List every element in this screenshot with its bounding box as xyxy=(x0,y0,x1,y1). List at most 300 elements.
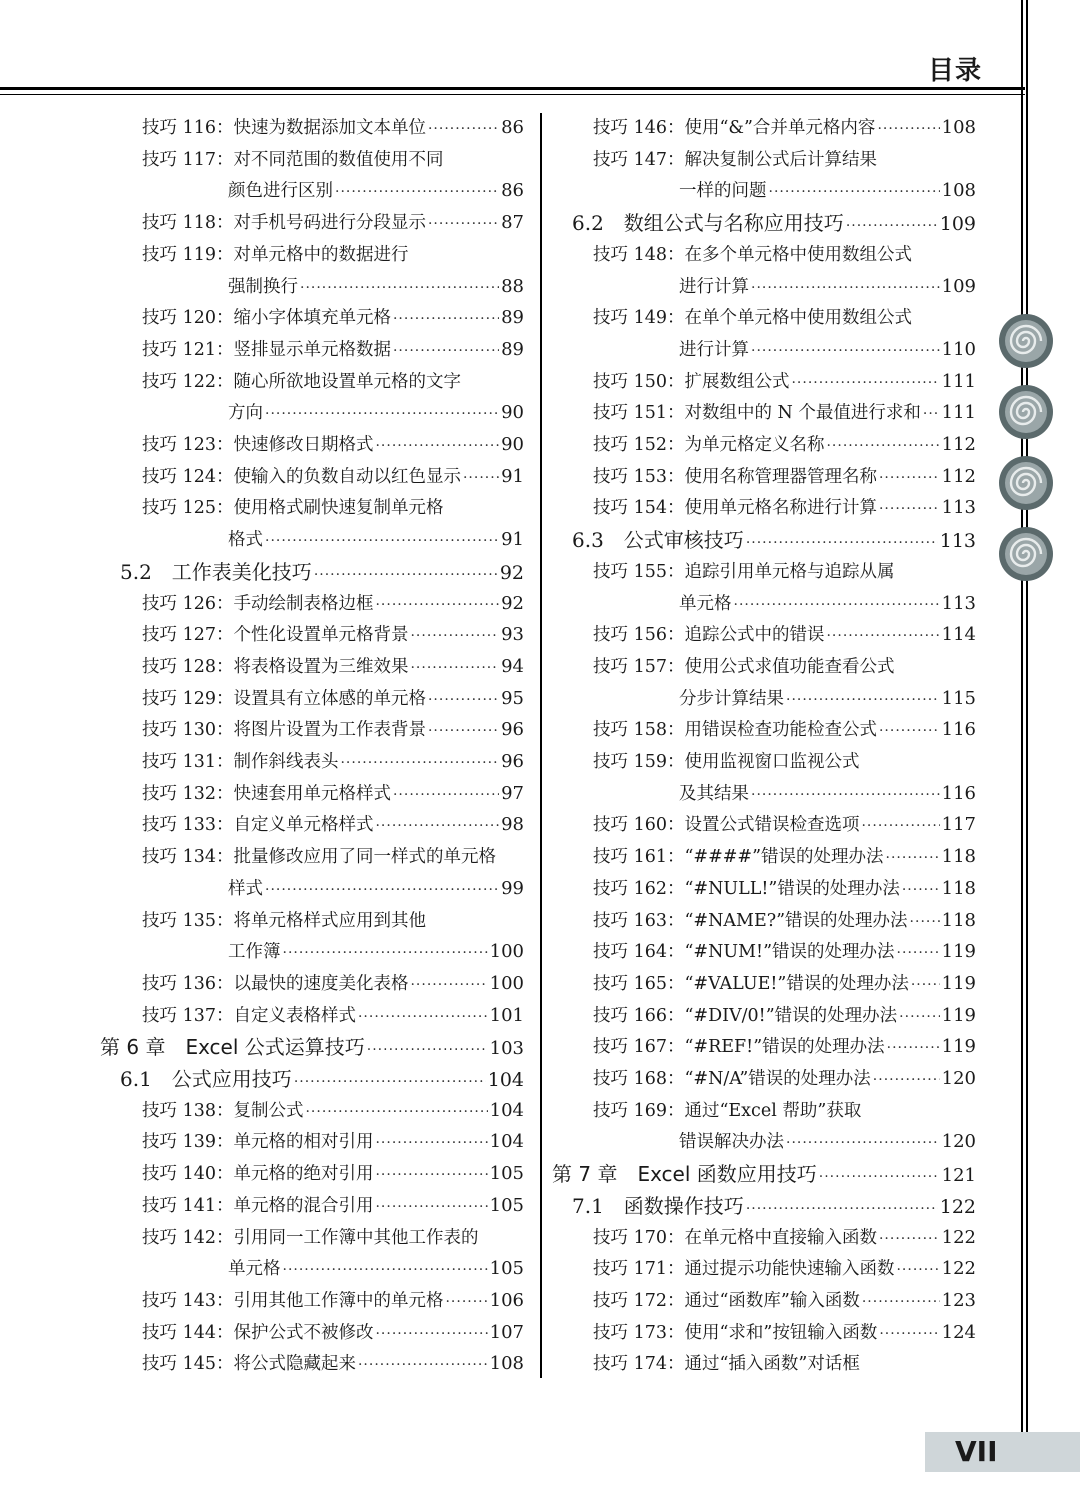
toc-entry[interactable] xyxy=(142,715,524,745)
toc-entry-title: 技巧 166：“#DIV/0!”错误的处理办法 xyxy=(593,1005,898,1026)
toc-entry-page: 97 xyxy=(501,782,524,804)
toc-entry-page: 92 xyxy=(499,561,524,584)
toc-entry-title: 技巧 122：随心所欲地设置单元格的文字 xyxy=(142,371,461,392)
toc-entry-page: 122 xyxy=(941,1258,976,1280)
toc-entry[interactable] xyxy=(679,589,976,619)
toc-entry-title: 强制换行 xyxy=(228,276,298,297)
toc-entry-page: 104 xyxy=(489,1099,524,1121)
toc-entry[interactable] xyxy=(142,240,408,270)
toc-entry-page: 122 xyxy=(939,1195,976,1218)
toc-entry-page: 90 xyxy=(501,434,524,455)
toc-entry-page: 111 xyxy=(941,370,976,392)
toc-entry-page: 87 xyxy=(501,212,524,234)
toc-entry-title: 技巧 126：手动绘制表格边框 xyxy=(142,593,374,614)
dot-leader xyxy=(410,970,487,1000)
toc-entry-page: 88 xyxy=(501,275,524,297)
toc-entry[interactable] xyxy=(593,747,859,777)
toc-entry[interactable] xyxy=(572,208,976,238)
toc-entry[interactable] xyxy=(593,1349,860,1379)
dot-leader xyxy=(283,1255,488,1285)
toc-entry[interactable] xyxy=(142,1286,524,1316)
toc-entry[interactable] xyxy=(142,810,524,840)
dot-leader xyxy=(358,1350,488,1380)
toc-entry[interactable] xyxy=(572,1191,976,1221)
toc-entry-title: 技巧 118：对手机号码进行分段显示 xyxy=(142,213,426,234)
toc-entry-page: 90 xyxy=(501,402,524,424)
toc-entry-title: 技巧 160：设置公式错误检查选项 xyxy=(593,815,860,836)
spiral-ornament-icon xyxy=(998,313,1054,369)
toc-entry-title: 技巧 149：在单个单元格中使用数组公式 xyxy=(593,308,912,329)
toc-entry-page: 118 xyxy=(941,846,976,868)
toc-entry-title: 技巧 159：使用监视窗口监视公式 xyxy=(593,752,860,772)
toc-entry-title: 工作簿 xyxy=(228,942,281,963)
toc-entry[interactable] xyxy=(593,1096,861,1126)
toc-entry[interactable] xyxy=(228,398,524,428)
toc-entry[interactable] xyxy=(593,874,976,904)
toc-entry[interactable] xyxy=(100,1032,524,1062)
toc-entry-title: 技巧 124：使输入的负数自动以红色显示 xyxy=(142,466,461,487)
dot-leader xyxy=(358,1002,488,1032)
toc-entry-title: 技巧 120：缩小字体填充单元格 xyxy=(142,308,391,329)
toc-entry-title: 技巧 117：对不同范围的数值使用不同 xyxy=(142,149,444,170)
dot-leader xyxy=(886,843,940,873)
toc-entry-page: 101 xyxy=(489,1004,524,1026)
toc-entry-title: 技巧 167：“#REF!”错误的处理办法 xyxy=(593,1037,885,1058)
toc-entry-title: 技巧 119：对单元格中的数据进行 xyxy=(142,244,409,265)
toc-entry[interactable] xyxy=(593,969,976,999)
toc-entry[interactable] xyxy=(593,430,976,460)
toc-entry-title: 技巧 163：“#NAME?”错误的处理办法 xyxy=(593,910,908,931)
toc-entry[interactable] xyxy=(142,1001,524,1031)
toc-entry-title: 方向 xyxy=(228,403,263,424)
dot-leader xyxy=(862,1287,940,1317)
toc-entry-page: 96 xyxy=(501,719,524,741)
dot-leader xyxy=(879,716,940,746)
dot-leader xyxy=(428,209,499,239)
dot-leader xyxy=(786,685,940,715)
toc-entry-title: 技巧 161：“####”错误的处理办法 xyxy=(593,847,884,868)
toc-entry-title: 技巧 153：使用名称管理器管理名称 xyxy=(593,466,877,487)
dot-leader xyxy=(879,1224,940,1254)
spiral-ornament-icon xyxy=(998,455,1054,511)
dot-leader xyxy=(375,1192,487,1222)
toc-entry-title: 技巧 165：“#VALUE!”错误的处理办法 xyxy=(593,973,909,994)
toc-entry-title: 技巧 131：制作斜线表头 xyxy=(142,752,339,772)
toc-entry-title: 第 7 章 Excel 函数应用技巧 xyxy=(552,1162,817,1187)
toc-entry-page: 94 xyxy=(501,655,524,677)
dot-leader xyxy=(746,528,938,558)
toc-entry-page: 104 xyxy=(489,1131,524,1153)
dot-leader xyxy=(375,811,499,841)
dot-leader xyxy=(896,1255,939,1285)
dot-leader xyxy=(746,1194,938,1224)
dot-leader xyxy=(879,463,940,493)
toc-entry-title: 技巧 145：将公式隐藏起来 xyxy=(142,1354,356,1375)
toc-entry[interactable] xyxy=(142,684,524,714)
toc-entry[interactable] xyxy=(228,525,524,555)
toc-entry-page: 112 xyxy=(941,465,976,487)
dot-leader xyxy=(734,590,940,620)
toc-entry[interactable] xyxy=(142,145,443,175)
toc-entry[interactable] xyxy=(593,493,976,523)
toc-entry-title: 技巧 158：用错误检查功能检查公式 xyxy=(593,720,877,741)
toc-entry[interactable] xyxy=(142,779,524,809)
toc-entry[interactable] xyxy=(142,652,524,682)
toc-entry-title: 技巧 155：追踪引用单元格与追踪从属 xyxy=(593,561,895,582)
dot-leader xyxy=(428,716,499,746)
toc-entry[interactable] xyxy=(228,874,524,904)
toc-entry[interactable] xyxy=(142,367,461,397)
toc-entry-title: 进行计算 xyxy=(679,276,749,297)
toc-entry-title: 样式 xyxy=(228,878,263,899)
dot-leader xyxy=(367,1035,488,1065)
toc-entry-page: 91 xyxy=(501,465,524,487)
toc-entry[interactable] xyxy=(593,906,976,936)
toc-entry-title: 技巧 164：“#NUM!”错误的处理办法 xyxy=(593,942,895,963)
toc-entry-title: 技巧 171：通过提示功能快速输入函数 xyxy=(593,1259,895,1280)
toc-entry[interactable] xyxy=(228,272,524,302)
toc-entry-title: 颜色进行区别 xyxy=(228,181,333,202)
toc-entry-page: 96 xyxy=(501,751,524,772)
toc-entry-title: 技巧 133：自定义单元格样式 xyxy=(142,815,374,836)
toc-entry-title: 第 6 章 Excel 公式运算技巧 xyxy=(100,1035,365,1060)
toc-entry-title: 7.1 函数操作技巧 xyxy=(572,1193,744,1218)
toc-entry-page: 111 xyxy=(941,402,976,424)
toc-entry[interactable] xyxy=(593,462,976,492)
toc-entry-page: 92 xyxy=(501,592,524,614)
dot-leader xyxy=(265,526,499,556)
dot-leader xyxy=(897,938,940,968)
toc-entry-title: 技巧 132：快速套用单元格样式 xyxy=(142,783,391,804)
dot-leader xyxy=(786,1128,940,1158)
toc-entry[interactable] xyxy=(593,1254,976,1284)
toc-entry[interactable] xyxy=(142,1191,524,1221)
toc-entry[interactable] xyxy=(593,1064,976,1094)
toc-entry-page: 103 xyxy=(489,1038,524,1060)
toc-entry-page: 86 xyxy=(501,180,524,202)
toc-entry[interactable] xyxy=(679,684,976,714)
toc-entry-title: 技巧 147：解决复制公式后计算结果 xyxy=(593,149,877,170)
toc-entry[interactable] xyxy=(142,113,524,143)
toc-entry-title: 6.1 公式应用技巧 xyxy=(120,1067,292,1091)
toc-entry[interactable] xyxy=(593,240,912,270)
toc-entry-title: 技巧 156：追踪公式中的错误 xyxy=(593,625,825,646)
toc-entry[interactable] xyxy=(142,1127,524,1157)
toc-entry-page: 114 xyxy=(941,624,976,646)
toc-entry-title: 技巧 139：单元格的相对引用 xyxy=(142,1132,374,1153)
dot-leader xyxy=(393,304,499,334)
toc-entry-title: 技巧 141：单元格的混合引用 xyxy=(142,1195,374,1216)
toc-entry-title: 6.3 公式审核技巧 xyxy=(572,528,744,553)
toc-entry[interactable] xyxy=(552,1159,976,1189)
toc-entry-title: 格式 xyxy=(228,530,263,551)
dot-leader xyxy=(375,1160,487,1190)
toc-entry-title: 技巧 138：复制公式 xyxy=(142,1100,304,1121)
toc-entry-page: 100 xyxy=(489,941,524,963)
toc-entry[interactable] xyxy=(572,525,976,555)
dot-leader xyxy=(911,970,940,1000)
toc-entry[interactable] xyxy=(142,589,524,619)
toc-entry[interactable] xyxy=(142,1223,478,1253)
toc-entry[interactable] xyxy=(142,208,524,238)
toc-entry[interactable] xyxy=(142,620,524,650)
dot-leader xyxy=(751,336,940,366)
toc-entry-page: 105 xyxy=(489,1194,524,1216)
toc-entry-page: 120 xyxy=(941,1068,976,1089)
header-rule-thick xyxy=(0,87,1025,90)
toc-entry[interactable] xyxy=(593,1032,976,1062)
toc-entry[interactable] xyxy=(593,557,894,587)
dot-leader xyxy=(846,211,938,241)
toc-entry-page: 106 xyxy=(489,1289,524,1311)
toc-entry-page: 108 xyxy=(941,117,976,138)
toc-entry-title: 技巧 123：快速修改日期格式 xyxy=(142,435,374,455)
toc-entry-title: 5.2 工作表美化技巧 xyxy=(120,559,312,584)
right-border-line xyxy=(1021,0,1023,1432)
toc-entry[interactable] xyxy=(142,1349,524,1379)
dot-leader xyxy=(910,907,940,937)
toc-entry[interactable] xyxy=(593,1223,976,1253)
toc-entry-page: 123 xyxy=(941,1289,976,1311)
toc-entry[interactable] xyxy=(142,1159,524,1189)
dot-leader xyxy=(751,780,940,810)
dot-leader xyxy=(375,1319,487,1349)
toc-entry-title: 技巧 129：设置具有立体感的单元格 xyxy=(142,688,426,709)
toc-entry-page: 119 xyxy=(941,1004,976,1026)
toc-entry-title: 技巧 140：单元格的绝对引用 xyxy=(142,1164,374,1185)
dot-leader xyxy=(305,1097,487,1127)
dot-leader xyxy=(375,1128,487,1158)
page-header-title: 目录 xyxy=(927,56,982,86)
dot-leader xyxy=(265,875,499,905)
toc-entry-page: 109 xyxy=(941,275,976,297)
toc-entry-title: 技巧 162：“#NULL!”错误的处理办法 xyxy=(593,878,900,899)
toc-entry-title: 技巧 151：对数组中的 N 个最值进行求和 xyxy=(593,403,921,424)
dot-leader xyxy=(902,875,940,905)
toc-entry[interactable] xyxy=(593,842,976,872)
dot-leader xyxy=(294,1067,486,1097)
dot-leader xyxy=(826,621,939,651)
toc-entry-page: 107 xyxy=(489,1321,524,1343)
dot-leader xyxy=(445,1287,487,1317)
toc-entry[interactable] xyxy=(142,1096,524,1126)
toc-entry-page: 95 xyxy=(501,687,524,709)
toc-entry-page: 115 xyxy=(941,687,976,709)
toc-entry-page: 113 xyxy=(941,592,976,614)
toc-entry[interactable] xyxy=(120,557,524,587)
toc-entry-title: 技巧 146：使用“&”合并单元格内容 xyxy=(593,118,876,138)
toc-entry-page: 122 xyxy=(941,1226,976,1248)
dot-leader xyxy=(826,431,939,461)
toc-entry-page: 86 xyxy=(501,117,524,138)
toc-entry-page: 89 xyxy=(501,307,524,329)
toc-entry[interactable] xyxy=(142,335,524,365)
dot-leader xyxy=(879,494,940,524)
toc-entry-title: 技巧 150：扩展数组公式 xyxy=(593,371,790,392)
right-border-line-outer xyxy=(1026,0,1028,1432)
toc-entry[interactable] xyxy=(120,1064,524,1094)
dot-leader xyxy=(873,1065,940,1095)
toc-entry[interactable] xyxy=(593,303,912,333)
toc-entry-title: 技巧 125：使用格式刷快速复制单元格 xyxy=(142,498,444,519)
dot-leader xyxy=(751,273,940,303)
toc-entry-page: 119 xyxy=(941,941,976,963)
page-number: VII xyxy=(955,1435,998,1468)
toc-entry[interactable] xyxy=(142,493,443,523)
toc-entry-page: 99 xyxy=(501,877,524,899)
toc-entry-page: 89 xyxy=(501,338,524,360)
toc-entry-page: 110 xyxy=(941,338,976,360)
dot-leader xyxy=(899,1002,939,1032)
dot-leader xyxy=(887,1033,940,1063)
toc-entry[interactable] xyxy=(142,747,524,777)
dot-leader xyxy=(314,560,498,590)
toc-entry[interactable] xyxy=(593,113,976,143)
dot-leader xyxy=(923,399,940,429)
toc-entry-title: 技巧 173：使用“求和”按钮输入函数 xyxy=(593,1322,878,1343)
dot-leader xyxy=(428,114,499,144)
dot-leader xyxy=(410,653,499,683)
header-rule-thin xyxy=(0,94,1025,95)
toc-entry[interactable] xyxy=(142,303,524,333)
column-divider xyxy=(540,113,542,1378)
page-number-badge xyxy=(925,1432,1080,1472)
spiral-ornament-icon xyxy=(998,384,1054,440)
toc-entry-title: 单元格 xyxy=(228,1259,281,1280)
dot-leader xyxy=(375,590,499,620)
toc-entry[interactable] xyxy=(593,398,976,428)
toc-entry-title: 技巧 121：竖排显示单元格数据 xyxy=(142,339,391,360)
toc-entry-title: 技巧 157：使用公式求值功能查看公式 xyxy=(593,656,895,677)
toc-entry-title: 技巧 148：在多个单元格中使用数组公式 xyxy=(593,244,912,265)
toc-entry-page: 118 xyxy=(941,909,976,931)
toc-entry[interactable] xyxy=(142,969,524,999)
toc-entry-page: 105 xyxy=(489,1258,524,1280)
toc-entry-title: 技巧 130：将图片设置为工作表背景 xyxy=(142,720,426,741)
toc-entry-title: 6.2 数组公式与名称应用技巧 xyxy=(572,211,844,236)
dot-leader xyxy=(335,177,499,207)
toc-entry-page: 113 xyxy=(941,497,976,519)
toc-entry-page: 113 xyxy=(939,530,976,553)
toc-entry-page: 109 xyxy=(939,213,976,236)
toc-entry-page: 108 xyxy=(941,180,976,202)
dot-leader xyxy=(410,621,499,651)
toc-entry-page: 108 xyxy=(489,1353,524,1375)
toc-entry[interactable] xyxy=(679,335,976,365)
toc-entry[interactable] xyxy=(142,462,524,492)
dot-leader xyxy=(877,114,939,144)
dot-leader xyxy=(340,748,499,778)
toc-entry[interactable] xyxy=(142,906,426,936)
toc-entry[interactable] xyxy=(593,715,976,745)
toc-entry-page: 119 xyxy=(941,1036,976,1058)
toc-entry[interactable] xyxy=(593,937,976,967)
dot-leader xyxy=(791,368,939,398)
toc-entry[interactable] xyxy=(593,1286,976,1316)
dot-leader xyxy=(393,336,499,366)
toc-entry-title: 分步计算结果 xyxy=(679,688,784,709)
toc-entry[interactable] xyxy=(228,1254,524,1284)
toc-entry-title: 技巧 144：保护公式不被修改 xyxy=(142,1322,374,1343)
toc-entry-page: 100 xyxy=(489,972,524,994)
toc-entry-title: 技巧 154：使用单元格名称进行计算 xyxy=(593,498,877,519)
toc-entry[interactable] xyxy=(593,620,976,650)
toc-entry-page: 118 xyxy=(941,877,976,899)
toc-entry-page: 119 xyxy=(941,972,976,994)
toc-entry-title: 技巧 127：个性化设置单元格背景 xyxy=(142,625,409,646)
toc-entry-title: 技巧 135：将单元格样式应用到其他 xyxy=(142,910,426,931)
dot-leader xyxy=(300,273,499,303)
toc-entry[interactable] xyxy=(228,937,524,967)
toc-entry-page: 120 xyxy=(941,1131,976,1153)
dot-leader xyxy=(879,1319,939,1349)
toc-entry-title: 及其结果 xyxy=(679,783,749,804)
spiral-ornament-icon xyxy=(998,526,1054,582)
dot-leader xyxy=(265,399,499,429)
dot-leader xyxy=(463,463,499,493)
toc-entry-page: 104 xyxy=(487,1069,524,1091)
toc-entry-title: 技巧 116：快速为数据添加文本单位 xyxy=(142,118,426,138)
toc-entry-title: 技巧 137：自定义表格样式 xyxy=(142,1005,356,1026)
toc-entry[interactable] xyxy=(679,272,976,302)
toc-entry-title: 技巧 152：为单元格定义名称 xyxy=(593,435,825,455)
dot-leader xyxy=(393,780,499,810)
toc-entry-title: 技巧 136：以最快的速度美化表格 xyxy=(142,973,409,994)
toc-entry-page: 112 xyxy=(941,434,976,455)
toc-entry[interactable] xyxy=(593,1318,976,1348)
toc-entry-page: 116 xyxy=(941,782,976,804)
toc-entry[interactable] xyxy=(142,842,496,872)
toc-entry[interactable] xyxy=(142,1318,524,1348)
toc-entry[interactable] xyxy=(593,652,894,682)
toc-entry-title: 技巧 169：通过“Excel 帮助”获取 xyxy=(593,1100,862,1121)
toc-entry-page: 98 xyxy=(501,814,524,836)
toc-entry-page: 124 xyxy=(941,1321,976,1343)
toc-entry-title: 错误解决办法 xyxy=(679,1132,784,1153)
toc-entry-title: 技巧 143：引用其他工作簿中的单元格 xyxy=(142,1290,444,1311)
toc-entry[interactable] xyxy=(228,176,524,206)
dot-leader xyxy=(819,1162,940,1192)
toc-entry[interactable] xyxy=(593,145,877,175)
toc-entry-title: 进行计算 xyxy=(679,339,749,360)
toc-entry[interactable] xyxy=(593,1001,976,1031)
toc-entry-title: 一样的问题 xyxy=(679,181,767,202)
dot-leader xyxy=(861,811,939,841)
toc-entry-title: 单元格 xyxy=(679,593,732,614)
toc-entry-title: 技巧 128：将表格设置为三维效果 xyxy=(142,656,409,677)
toc-entry-title: 技巧 174：通过“插入函数”对话框 xyxy=(593,1354,860,1375)
toc-entry[interactable] xyxy=(679,779,976,809)
toc-entry-title: 技巧 168：“#N/A”错误的处理办法 xyxy=(593,1069,871,1089)
dot-leader xyxy=(428,685,499,715)
toc-entry[interactable] xyxy=(593,810,976,840)
toc-entry-page: 105 xyxy=(489,1163,524,1185)
dot-leader xyxy=(283,938,488,968)
toc-entry-page: 116 xyxy=(941,719,976,741)
toc-entry-page: 121 xyxy=(941,1165,976,1187)
toc-entry[interactable] xyxy=(679,176,976,206)
toc-entry-page: 117 xyxy=(941,814,976,836)
toc-entry-page: 91 xyxy=(501,529,524,551)
toc-entry-title: 技巧 134：批量修改应用了同一样式的单元格 xyxy=(142,847,496,868)
toc-entry[interactable] xyxy=(679,1127,976,1157)
toc-entry-title: 技巧 172：通过“函数库”输入函数 xyxy=(593,1290,860,1311)
dot-leader xyxy=(375,431,499,461)
toc-entry[interactable] xyxy=(142,430,524,460)
dot-leader xyxy=(769,177,940,207)
toc-entry-page: 93 xyxy=(501,624,524,646)
toc-entry[interactable] xyxy=(593,367,976,397)
